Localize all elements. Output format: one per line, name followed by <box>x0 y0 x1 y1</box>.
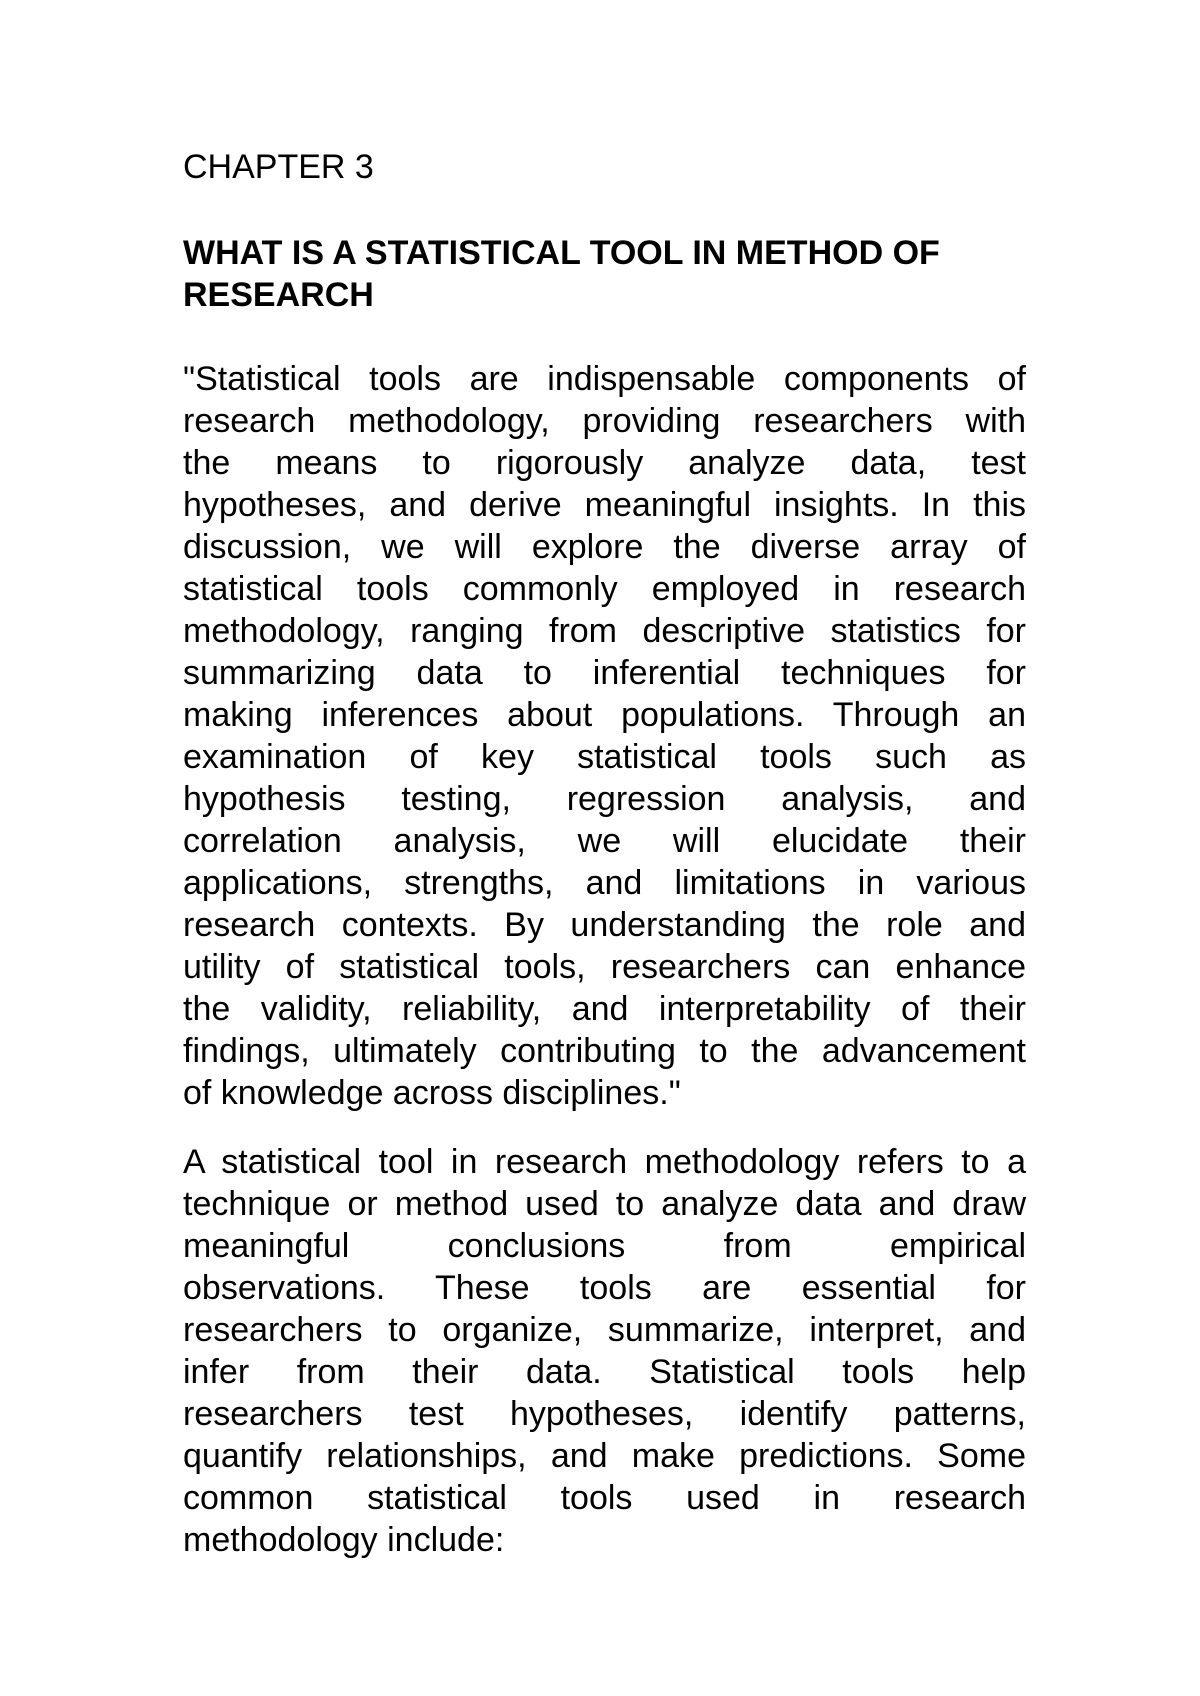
text-line: researchers test hypotheses, identify patterns, <box>183 1395 1026 1433</box>
text-line: methodology, ranging from descriptive statistics for <box>183 612 1026 650</box>
text-line: observations. These tools are essential for <box>183 1269 1026 1307</box>
text-line: discussion, we will explore the diverse array of <box>183 528 1026 566</box>
text-line: hypothesis testing, regression analysis, and <box>183 780 1026 818</box>
text-line: applications, strengths, and limitations in various <box>183 864 1026 902</box>
text-line: infer from their data. Statistical tools help <box>183 1353 1026 1391</box>
text-line: utility of statistical tools, researchers can enhance <box>183 948 1026 986</box>
text-line: technique or method used to analyze data and draw <box>183 1185 1026 1223</box>
text-line: the validity, reliability, and interpretability of their <box>183 990 1026 1028</box>
text-line: research methodology, providing researchers with <box>183 402 1026 440</box>
text-line: methodology include: <box>183 1521 505 1559</box>
chapter-title <box>183 232 1026 316</box>
text-line: findings, ultimately contributing to the advancement <box>183 1032 1026 1070</box>
chapter-label: CHAPTER 3 <box>183 148 374 186</box>
text-line: "Statistical tools are indispensable components of <box>183 360 1026 398</box>
text-line: the means to rigorously analyze data, test <box>183 444 1026 482</box>
text-line: quantify relationships, and make predictions. Some <box>183 1437 1026 1475</box>
body-paragraph <box>183 1141 1026 1561</box>
text-line: of knowledge across disciplines." <box>183 1074 681 1112</box>
text-line: meaningful conclusions from empirical <box>183 1227 1026 1265</box>
text-line: A statistical tool in research methodology refers to a <box>183 1143 1026 1181</box>
text-line: research contexts. By understanding the role and <box>183 906 1026 944</box>
text-line: making inferences about populations. Through an <box>183 696 1026 734</box>
text-line: statistical tools commonly employed in research <box>183 570 1026 608</box>
text-line: summarizing data to inferential techniques for <box>183 654 1026 692</box>
chapter-title-line: WHAT IS A STATISTICAL TOOL IN METHOD OF <box>183 234 940 272</box>
text-line: common statistical tools used in research <box>183 1479 1026 1517</box>
chapter-title-line: RESEARCH <box>183 276 374 314</box>
text-line: hypotheses, and derive meaningful insights. In this <box>183 486 1026 524</box>
text-line: examination of key statistical tools such as <box>183 738 1026 776</box>
text-line: correlation analysis, we will elucidate their <box>183 822 1026 860</box>
text-line: researchers to organize, summarize, interpret, and <box>183 1311 1026 1349</box>
quote-paragraph <box>183 358 1026 1114</box>
